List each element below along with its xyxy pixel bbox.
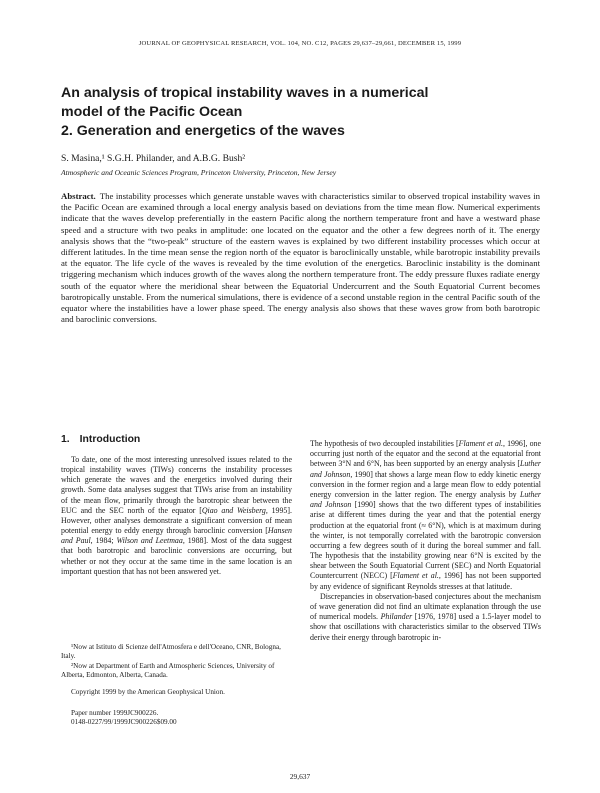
title-line-1: An analysis of tropical instability waves in a numerical	[61, 85, 429, 101]
paper-info	[61, 709, 292, 728]
intro-paragraph-3	[310, 592, 541, 643]
text-run: To date, one of the most interesting unresolved issues related to the tropical instability waves (TIWs) concerns the instability processes which generate the waves and the energetics involved during their growth. Some data analyses suggest that TIWs arise from an instability of the mean flow, primarily through the barotropic shear between the EUC and the SEC north of the equator [	[61, 455, 292, 515]
footnotes	[61, 643, 292, 681]
citation: Flament et al.	[392, 571, 439, 581]
footnote-1: ¹Now at Istituto di Scienze dell'Atmosfera e dell'Oceano, CNR, Bologna, Italy.	[61, 643, 281, 661]
text-run: , 1984;	[90, 536, 117, 546]
page-number: 29,637	[289, 772, 311, 781]
right-column-body	[310, 439, 541, 643]
paper-issn: 0148-0227/99/1999JC900226$09.00	[71, 718, 177, 727]
citation: Wilson and Leetmaa	[116, 536, 183, 546]
citation: Hansen and Paul	[61, 526, 292, 546]
title-line-3: 2. Generation and energetics of the waves	[61, 123, 345, 139]
citation: Flament et al.	[458, 439, 503, 448]
copyright-notice	[61, 688, 292, 697]
text-run: , 1988]. Most of the data suggest that both barotropic and baroclinic conversions are occurring, but whether or not they occur at the same time in the same location is an important question that has not been answered yet.	[61, 536, 292, 576]
citation: Qiao and Weisberg	[201, 505, 266, 515]
text-run: Discrepancies in observation-based conjectures about the mechanism of wave generation did not find an ultimate explanation through the use of numerical models.	[310, 591, 541, 622]
citation: Luther and Johnson	[310, 489, 541, 510]
title-line-2: model of the Pacific Ocean	[61, 104, 243, 120]
text-run: , 1995]. However, other analyses demonstrate a significant conversion of mean potential energy to eddy energy through baroclinic conversion [	[61, 505, 292, 536]
author-list: S. Masina,¹ S.G.H. Philander, and A.B.G. Bush²	[61, 153, 246, 164]
paper-number: Paper number 1999JC900226.	[71, 709, 159, 717]
author-affiliation: Atmospheric and Oceanic Sciences Program, Princeton University, Princeton, New Jersey	[61, 168, 337, 177]
text-run: The hypothesis of two decoupled instabilities [	[310, 439, 459, 448]
citation: Luther and Johnson	[310, 459, 541, 479]
text-run: , 1996], one occurring just north of the equator and the second at the equatorial front between 3°N and 6°N, has been supported by an energy analysis [	[310, 439, 542, 469]
intro-paragraph-1	[61, 455, 292, 577]
citation: Philander	[380, 612, 413, 622]
text-run: [1990] shows that the two different types of instabilities arise at different times during the year and that the potential energy production at the equatorial front (≈ 6°N), which is at maximum during the winter, is not temporally correlated with the barotropic conversion occurring a few degrees south of it during the boreal summer and fall. The hypothesis that the instability growing near 6°N is excited by the shear between the South Equatorial Current (SEC) and North Equatorial Countercurrent (NECC) [	[310, 500, 541, 581]
text-run: , 1996] has not been supported by any evidence of significant Reynolds stresses at that latitude.	[310, 571, 541, 591]
abstract-text: The instability processes which generate unstable waves with characteristics similar to observed tropical instability waves in the Pacific Ocean are examined through a local energy analysis based on deviations from the time mean flow. Numerical experiments indicate that the waves develop preferentially in the eastern Pacific along the northern temperature front and have a westward phase speed and a structure with two peaks in amplitude: one located on the equator and the other a few degrees north of it. The energy analysis shows that the “two-peak” structure of the eastern waves is explained by two different instability processes which occur at different latitudes. In the time mean sense the region north of the equator is baroclinically unstable, while barotropic instability prevails at the equator. The life cycle of the waves is revealed by the time evolution of the energetics. Baroclinic instability is the dominant triggering mechanism which induces growth of the waves along the northern temperature front. The eddy pressure fluxes radiate energy south of the equator where the meridional shear between the Equatorial Undercurrent and the South Equatorial Current becomes barotropically unstable. From the numerical simulations, there is evidence of a second unstable region in the central Pacific south of the equator where the instabilities have a lower phase speed. The energy analysis also shows that these waves grow from both barotropic and baroclinic conversions.	[61, 191, 540, 325]
text-run: , 1990] that shows a large mean flow to eddy kinetic energy conversion in the former region and a large mean flow to eddy potential energy conversion in the latter region. The energy analysis by	[310, 469, 542, 499]
section-title: Introduction	[79, 434, 141, 445]
copyright-text: Copyright 1999 by the American Geophysical Union.	[71, 688, 225, 696]
paper-title	[61, 84, 531, 141]
footnote-2: ²Now at Department of Earth and Atmospheric Sciences, University of Alberta, Edmonton, Alberta, Canada.	[61, 661, 275, 680]
section-number: 1.	[61, 434, 70, 445]
running-header: JOURNAL OF GEOPHYSICAL RESEARCH, VOL. 104, NO. C12, PAGES 29,637–29,661, DECEMBER 15, 1999	[138, 40, 462, 47]
abstract-label: Abstract.	[61, 191, 96, 201]
intro-paragraph-2	[310, 439, 541, 592]
text-run: [1976, 1978] used a 1.5-layer model to show that oscillations with characteristics similar to the observed TIWs derive their energy through barotropic in-	[310, 612, 541, 642]
left-column-body	[61, 455, 292, 577]
section-heading-introduction	[61, 434, 140, 445]
abstract	[61, 191, 540, 325]
